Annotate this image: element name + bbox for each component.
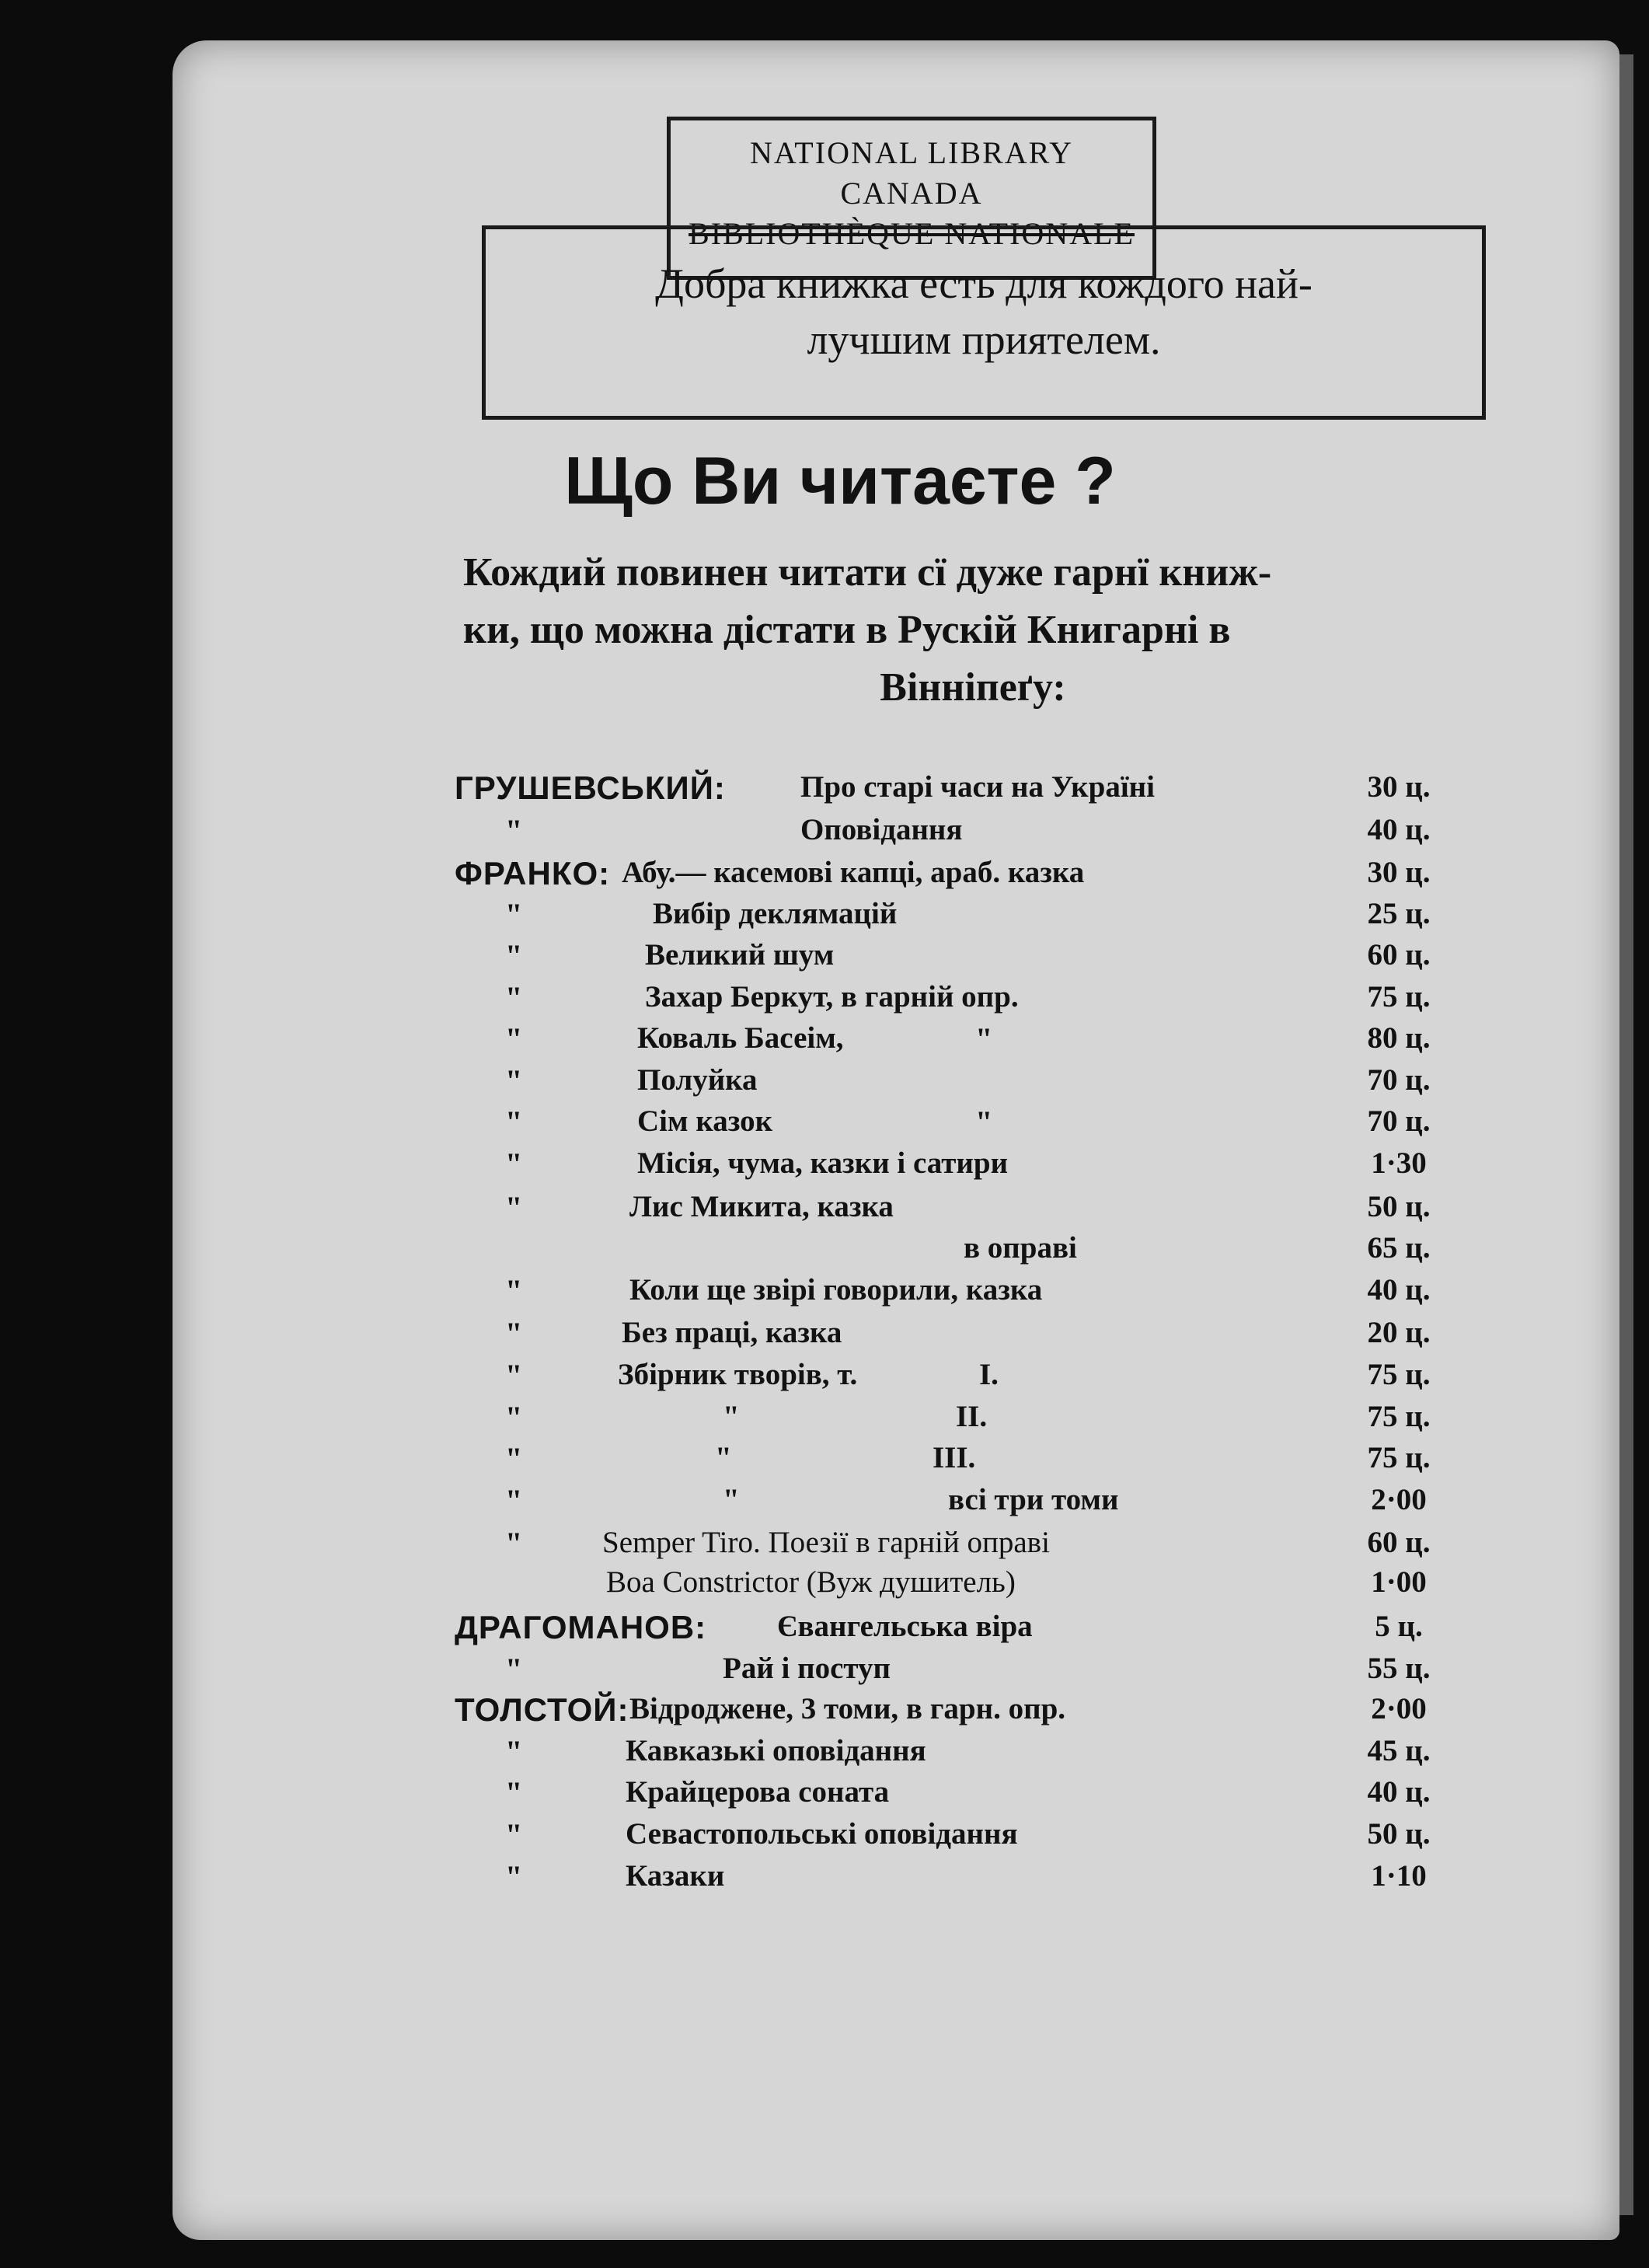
- book-row: [0, 1565, 1649, 1607]
- book-price: 50 ц.: [1367, 1817, 1431, 1851]
- book-title: Про старі часи на Україні: [800, 770, 1155, 804]
- book-price: 40 ц.: [1367, 1775, 1431, 1809]
- author-ditto-mark: ": [505, 1859, 523, 1894]
- motto-line-1: Добра книжка есть для кождого най-: [655, 260, 1313, 307]
- author-name: ГРУШЕВСЬКИЙ:: [455, 769, 726, 806]
- author-ditto-mark: ": [505, 1104, 523, 1139]
- motto-line-2: лучшим приятелем.: [807, 316, 1161, 363]
- volume-label: всі три томи: [948, 1483, 1119, 1516]
- book-title: Абу.— касемові капці, араб. казка: [622, 856, 1085, 889]
- book-price: 75 ц.: [1367, 1400, 1431, 1433]
- book-price: 60 ц.: [1367, 1526, 1431, 1559]
- book-row: [0, 1399, 1649, 1441]
- book-row: [0, 812, 1649, 854]
- book-row: [0, 1858, 1649, 1900]
- book-row: [0, 1525, 1649, 1567]
- book-row: [0, 1482, 1649, 1524]
- book-row: [0, 855, 1649, 897]
- book-title: Євангельська віра: [777, 1610, 1033, 1643]
- author-ditto-mark: ": [505, 1063, 523, 1098]
- ditto-mark: ": [975, 1104, 993, 1139]
- book-title: Відроджене, 3 томи, в гарн. опр.: [629, 1692, 1066, 1725]
- book-title: в оправі: [964, 1231, 1077, 1265]
- book-title: Сім казок: [637, 1104, 773, 1138]
- author-ditto-mark: ": [505, 1316, 523, 1351]
- author-ditto-mark: ": [505, 1400, 523, 1435]
- author-ditto-mark: ": [505, 1775, 523, 1810]
- author-ditto-mark: ": [505, 1021, 523, 1056]
- book-price: 60 ц.: [1367, 938, 1431, 972]
- stamp-line-3: BIBLIOTHÈQUE NATIONALE: [689, 216, 1135, 251]
- ditto-mark: ": [975, 1021, 993, 1056]
- volume-label: I.: [979, 1358, 999, 1391]
- book-title: Казаки: [626, 1859, 725, 1893]
- book-title: Крайцерова соната: [626, 1775, 890, 1809]
- book-title: Boa Constrictor (Вуж душитель): [606, 1565, 1016, 1599]
- book-title: Місія, чума, казки і сатири: [637, 1146, 1009, 1180]
- book-row: [0, 1021, 1649, 1062]
- author-ditto-mark: ": [505, 938, 523, 973]
- book-row: [0, 1440, 1649, 1482]
- author-name: ДРАГОМАНОВ:: [455, 1609, 707, 1645]
- book-title: ": [723, 1483, 740, 1516]
- author-ditto-mark: ": [505, 1146, 523, 1181]
- page-title: Що Ви читаєте ?: [564, 444, 1116, 518]
- book-row: [0, 1733, 1649, 1775]
- book-title: Полуйка: [637, 1063, 758, 1097]
- book-row: [0, 1189, 1649, 1231]
- volume-label: II.: [956, 1400, 988, 1433]
- book-title: Севастопольські оповідання: [626, 1817, 1018, 1851]
- book-title: Збірник творів, т.: [618, 1358, 858, 1391]
- book-price: 1·00: [1371, 1565, 1427, 1599]
- book-price: 20 ц.: [1367, 1316, 1431, 1349]
- book-row: [0, 1357, 1649, 1399]
- author-ditto-mark: ": [505, 1358, 523, 1393]
- book-price: 50 ц.: [1367, 1190, 1431, 1223]
- author-ditto-mark: ": [505, 1483, 523, 1518]
- book-price: 45 ц.: [1367, 1734, 1431, 1767]
- author-ditto-mark: ": [505, 1190, 523, 1225]
- author-ditto-mark: ": [505, 1273, 523, 1308]
- author-name: ФРАНКО:: [455, 855, 611, 891]
- author-ditto-mark: ": [505, 897, 523, 932]
- book-price: 40 ц.: [1367, 1273, 1431, 1307]
- book-title: Лис Микита, казка: [629, 1190, 894, 1223]
- book-title: Кавказькі оповідання: [626, 1734, 926, 1767]
- book-price: 80 ц.: [1367, 1021, 1431, 1055]
- book-row: [0, 1651, 1649, 1693]
- book-price: 2·00: [1371, 1483, 1427, 1516]
- book-price: 70 ц.: [1367, 1063, 1431, 1097]
- book-row: [0, 896, 1649, 938]
- book-row: [0, 1816, 1649, 1858]
- book-price: 30 ц.: [1367, 856, 1431, 889]
- stamp-line-1: NATIONAL LIBRARY: [749, 135, 1074, 170]
- author-ditto-mark: ": [505, 1734, 523, 1769]
- author-name: ТОЛСТОЙ:: [455, 1691, 629, 1728]
- book-price: 70 ц.: [1367, 1104, 1431, 1138]
- book-row: [0, 979, 1649, 1021]
- book-price: 1·10: [1371, 1859, 1427, 1893]
- author-ditto-mark: ": [505, 1526, 523, 1561]
- book-row: [0, 769, 1649, 811]
- book-price: 30 ц.: [1367, 770, 1431, 804]
- book-row: [0, 1691, 1649, 1733]
- book-price: 75 ц.: [1367, 1441, 1431, 1474]
- book-price: 75 ц.: [1367, 980, 1431, 1014]
- book-row: [0, 1146, 1649, 1188]
- book-row: [0, 1609, 1649, 1651]
- book-row: [0, 1272, 1649, 1314]
- book-price: 65 ц.: [1367, 1231, 1431, 1265]
- book-title: Рай і поступ: [723, 1652, 891, 1685]
- book-row: [0, 1230, 1649, 1272]
- book-title: ": [723, 1400, 740, 1433]
- intro-line-3: Вінніпеґу:: [880, 665, 1066, 710]
- author-ditto-mark: ": [505, 980, 523, 1015]
- book-price: 25 ц.: [1367, 897, 1431, 930]
- book-price: 40 ц.: [1367, 813, 1431, 846]
- book-row: [0, 1774, 1649, 1816]
- author-ditto-mark: ": [505, 813, 523, 848]
- book-title: ": [715, 1441, 732, 1474]
- book-title: Великий шум: [645, 938, 835, 972]
- book-price: 55 ц.: [1367, 1652, 1431, 1685]
- intro-line-2: ки, що можна дістати в Рускій Книгарні в: [463, 608, 1231, 652]
- volume-label: III.: [933, 1441, 976, 1474]
- book-price: 1·30: [1371, 1146, 1427, 1180]
- book-title: Вибір деклямацій: [653, 897, 898, 930]
- book-row: [0, 1315, 1649, 1357]
- book-price: 5 ц.: [1375, 1610, 1423, 1643]
- book-row: [0, 1104, 1649, 1146]
- book-title: Без праці, казка: [622, 1316, 842, 1349]
- book-row: [0, 1062, 1649, 1104]
- book-price: 2·00: [1371, 1692, 1427, 1725]
- author-ditto-mark: ": [505, 1441, 523, 1476]
- book-row: [0, 937, 1649, 979]
- book-title: Оповідання: [800, 813, 963, 846]
- intro-line-1: Кождий повинен читати сї дуже гарнї книж-: [463, 550, 1272, 595]
- stamp-line-2: CANADA: [840, 176, 983, 211]
- book-title: Коли ще звірі говорили, казка: [629, 1273, 1043, 1307]
- book-title: Semper Tiro. Поезії в гарній оправі: [602, 1526, 1050, 1559]
- book-price: 75 ц.: [1367, 1358, 1431, 1391]
- author-ditto-mark: ": [505, 1652, 523, 1687]
- author-ditto-mark: ": [505, 1817, 523, 1852]
- book-title: Коваль Басеім,: [637, 1021, 844, 1055]
- book-title: Захар Беркут, в гарній опр.: [645, 980, 1019, 1014]
